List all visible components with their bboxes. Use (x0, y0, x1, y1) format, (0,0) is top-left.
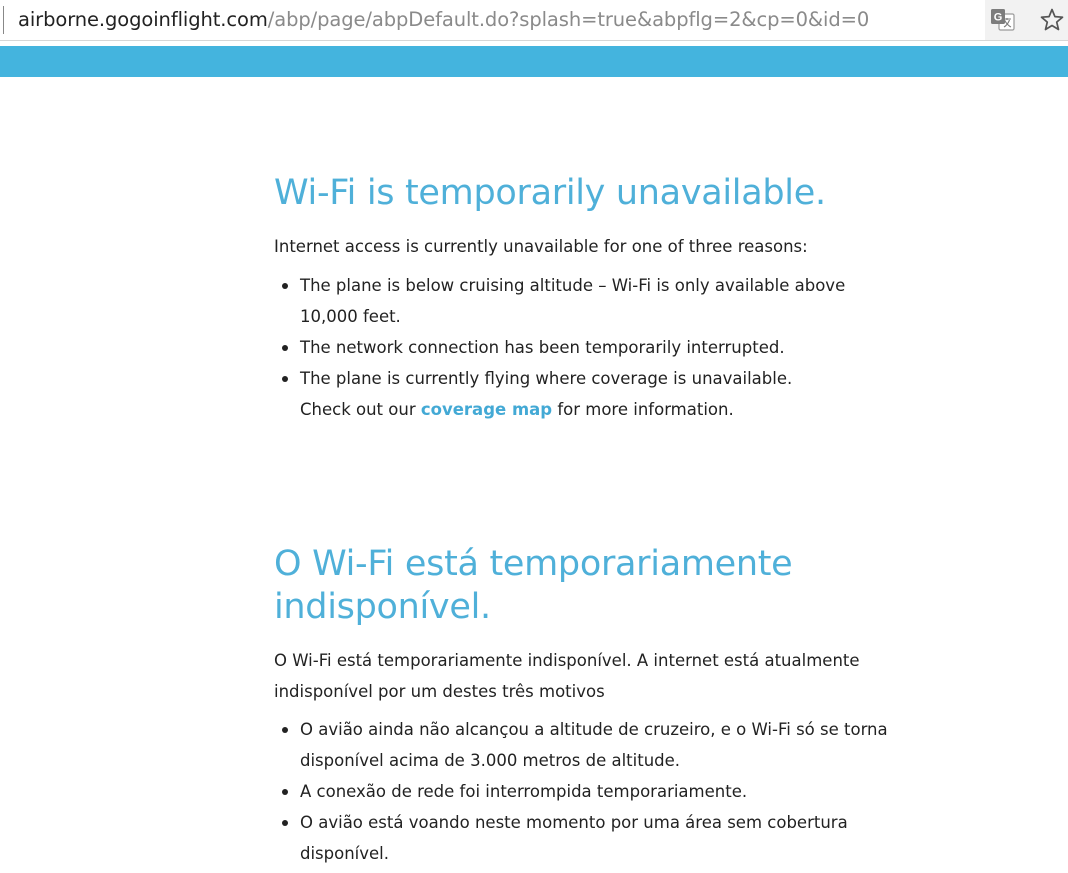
check-suffix: for more information. (557, 400, 734, 419)
browser-toolbar (0, 0, 1068, 40)
url-path: /abp/page/abpDefault.do?splash=true&abpflg=2&cp=0&id=0 (267, 8, 870, 31)
star-icon[interactable] (1038, 6, 1066, 34)
reason-text: O avião está voando neste momento por uma área sem cobertura disponível. (300, 813, 848, 863)
intro-text-portuguese: O Wi-Fi está temporariamente indisponível. A internet está atualmente indisponível por um destes três motivos (274, 651, 860, 701)
check-prefix: Check out our (300, 400, 416, 419)
reason-text: O avião ainda não alcançou a altitude de cruzeiro, e o Wi-Fi só se torna disponível acima de 3.000 metros de altitude. (300, 720, 888, 770)
list-item (274, 776, 914, 807)
url-host: airborne.gogoinflight.com (18, 8, 268, 31)
header-bar (0, 46, 1068, 77)
list-item (274, 807, 885, 869)
reason-text: The plane is currently flying where coverage is unavailable. (300, 369, 793, 388)
svg-text:G: G (993, 11, 1003, 24)
address-bar[interactable] (0, 0, 985, 40)
reasons-list-english (274, 270, 914, 425)
list-item (274, 714, 920, 776)
intro-text-english: Internet access is currently unavailable for one of three reasons: (274, 237, 808, 256)
reason-text: The network connection has been temporarily interrupted. (300, 338, 785, 357)
toolbar-divider (0, 40, 1068, 41)
reason-text: A conexão de rede foi interrompida temporariamente. (300, 782, 748, 801)
page-title-english: Wi-Fi is temporarily unavailable. (274, 173, 826, 213)
page-title-portuguese: O Wi-Fi está temporariamente indisponível. (274, 544, 793, 627)
list-item (274, 363, 914, 425)
reason-text: The plane is below cruising altitude – Wi-Fi is only available above 10,000 feet. (300, 276, 846, 326)
list-item (274, 332, 914, 363)
text-cursor (3, 6, 4, 34)
url-text[interactable] (18, 7, 869, 33)
coverage-map-link[interactable]: coverage map (420, 400, 553, 419)
translate-icon[interactable] (990, 8, 1016, 32)
list-item (274, 270, 860, 332)
reasons-list-portuguese (274, 714, 914, 869)
